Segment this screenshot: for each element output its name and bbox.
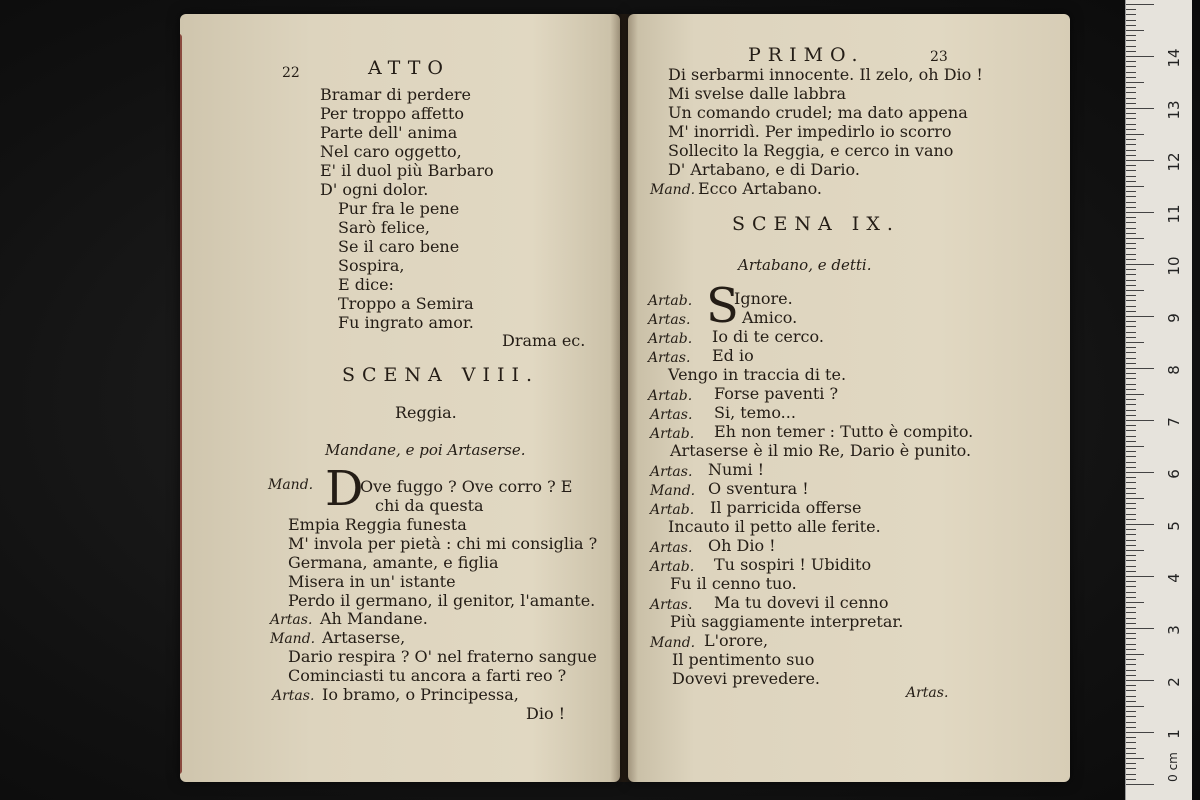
- ruler-tick: [1126, 399, 1136, 400]
- ruler-tick: [1126, 77, 1136, 78]
- ruler-number: 1: [1165, 729, 1183, 739]
- ruler-tick: [1126, 514, 1136, 515]
- speaker-label: Mand.: [650, 182, 696, 198]
- ruler-tick: [1126, 633, 1136, 634]
- scene-characters: Artabano, e detti.: [738, 256, 872, 274]
- ruler-tick: [1126, 264, 1154, 265]
- ruler-tick: [1126, 581, 1136, 582]
- ruler-tick: [1126, 139, 1136, 140]
- verse-line: Pur fra le pene: [338, 199, 460, 218]
- ruler-tick: [1126, 326, 1136, 327]
- ruler-tick: [1126, 420, 1154, 421]
- ruler-tick: [1126, 347, 1136, 348]
- ruler-tick: [1126, 404, 1136, 405]
- speaker-label: Artas.: [272, 688, 315, 704]
- ruler-tick: [1126, 51, 1136, 52]
- ruler-tick: [1126, 186, 1144, 187]
- verse-line: M' inorridì. Per impedirlo io scorro: [668, 122, 952, 141]
- ruler-tick: [1126, 233, 1136, 234]
- left-running-head: ATTO: [368, 57, 450, 79]
- ruler-tick: [1126, 701, 1136, 702]
- dialogue-line: L'orore,: [704, 631, 769, 650]
- verse-line: Bramar di perdere: [320, 85, 472, 104]
- ruler-tick: [1126, 456, 1136, 457]
- dialogue-line: Vengo in traccia di te.: [668, 365, 847, 384]
- ruler-tick: [1126, 488, 1136, 489]
- ruler-tick: [1126, 25, 1136, 26]
- ruler-tick: [1126, 20, 1136, 21]
- speaker-label: Mand.: [650, 635, 696, 651]
- ruler-tick: [1126, 555, 1136, 556]
- ruler-tick: [1126, 160, 1154, 161]
- speaker-label: Mand.: [650, 483, 696, 499]
- ruler-tick: [1126, 576, 1154, 577]
- ruler-tick: [1126, 467, 1136, 468]
- ruler-tick: [1126, 732, 1154, 733]
- ruler-tick: [1126, 196, 1136, 197]
- ruler-tick: [1126, 92, 1136, 93]
- open-book: [180, 14, 1070, 782]
- ruler-tick: [1126, 87, 1136, 88]
- scene-characters: Mandane, e poi Artaserse.: [325, 441, 526, 459]
- dialogue-line: Ove fuggo ? Ove corro ? E: [360, 477, 573, 496]
- dialogue-line: Si, temo...: [714, 403, 796, 422]
- dialogue-line: Il parricida offerse: [710, 498, 862, 517]
- ruler-number: 12: [1165, 152, 1183, 172]
- ruler-tick: [1126, 690, 1136, 691]
- ruler-tick: [1126, 586, 1136, 587]
- ruler-number: 9: [1165, 313, 1183, 323]
- ruler-tick: [1126, 181, 1136, 182]
- speaker-label: Artas.: [648, 312, 691, 328]
- ruler-tick: [1126, 430, 1136, 431]
- ruler-tick: [1126, 202, 1136, 203]
- ruler-number: 14: [1165, 48, 1183, 68]
- ruler-tick: [1126, 779, 1136, 780]
- ruler-tick: [1126, 446, 1144, 447]
- dialogue-line: Dio !: [526, 704, 566, 723]
- dialogue-line: Incauto il petto alle ferite.: [668, 517, 881, 536]
- ruler-tick: [1126, 321, 1136, 322]
- red-page-edge: [180, 34, 182, 774]
- verse-line: D' Artabano, e di Dario.: [668, 160, 860, 179]
- dialogue-line: Io bramo, o Principessa,: [322, 685, 519, 704]
- ruler-tick: [1126, 243, 1136, 244]
- ruler-tick: [1126, 654, 1144, 655]
- ruler-tick: [1126, 165, 1136, 166]
- ruler-tick: [1126, 72, 1136, 73]
- ruler-tick: [1126, 649, 1136, 650]
- ruler-tick: [1126, 462, 1136, 463]
- ruler-tick: [1126, 410, 1136, 411]
- scene-title-viii: SCENA VIII.: [342, 364, 540, 386]
- ruler-tick: [1126, 638, 1136, 639]
- verse-line: Un comando crudel; ma dato appena: [668, 103, 968, 122]
- ruler-tick: [1126, 384, 1136, 385]
- ruler-tick: [1126, 680, 1154, 681]
- ruler-tick: [1126, 40, 1136, 41]
- speaker-label: Artas.: [650, 540, 693, 556]
- ruler-tick: [1126, 212, 1154, 213]
- ruler-tick: [1126, 768, 1136, 769]
- ruler-tick: [1126, 670, 1136, 671]
- ruler-tick: [1126, 618, 1136, 619]
- dialogue-line: O sventura !: [708, 479, 809, 498]
- ruler-tick: [1126, 644, 1136, 645]
- ruler-tick: [1126, 623, 1136, 624]
- ruler-tick: [1126, 774, 1136, 775]
- ruler-tick: [1126, 337, 1136, 338]
- dialogue-line: Ed io: [712, 346, 754, 365]
- ruler-tick: [1126, 280, 1136, 281]
- speaker-label: Artab.: [650, 426, 695, 442]
- speaker-label: Mand.: [270, 631, 316, 647]
- measuring-ruler: [1125, 0, 1192, 800]
- ruler-tick: [1126, 14, 1136, 15]
- ruler-tick: [1126, 170, 1136, 171]
- ruler-tick: [1126, 124, 1136, 125]
- right-running-head: PRIMO.: [748, 44, 865, 66]
- ruler-tick: [1126, 706, 1144, 707]
- ruler-tick: [1126, 722, 1136, 723]
- ruler-tick: [1126, 144, 1136, 145]
- ruler-tick: [1126, 316, 1154, 317]
- speaker-label: Artas.: [648, 350, 691, 366]
- ruler-tick: [1126, 493, 1136, 494]
- left-page-number: 22: [282, 65, 300, 81]
- ruler-tick: [1126, 742, 1136, 743]
- ruler-tick: [1126, 295, 1136, 296]
- ruler-tick: [1126, 66, 1136, 67]
- verse-line: Fu ingrato amor.: [338, 313, 474, 332]
- ruler-tick: [1126, 358, 1136, 359]
- ruler-tick: [1126, 716, 1136, 717]
- ruler-tick: [1126, 274, 1136, 275]
- speaker-label: Artas.: [650, 597, 693, 613]
- ruler-tick: [1126, 259, 1136, 260]
- ruler-tick: [1126, 290, 1144, 291]
- ruler-tick: [1126, 285, 1136, 286]
- ruler-tick: [1126, 524, 1154, 525]
- ruler-tick: [1126, 35, 1136, 36]
- ruler-tick: [1126, 176, 1136, 177]
- ruler-tick: [1126, 373, 1136, 374]
- dialogue-line: Ah Mandane.: [320, 609, 428, 628]
- ruler-tick: [1126, 30, 1144, 31]
- ruler-tick: [1126, 685, 1136, 686]
- verse-line: Sospira,: [338, 256, 405, 275]
- dialogue-line: Più saggiamente interpretar.: [670, 612, 904, 631]
- catchword: Artas.: [906, 685, 949, 701]
- ruler-tick: [1126, 602, 1144, 603]
- ruler-tick: [1126, 560, 1136, 561]
- ruler-tick: [1126, 61, 1136, 62]
- dialogue-line: Eh non temer : Tutto è compito.: [714, 422, 974, 441]
- ruler-tick: [1126, 566, 1136, 567]
- ruler-number: 7: [1165, 417, 1183, 427]
- ruler-tick: [1126, 98, 1136, 99]
- ruler-tick: [1126, 389, 1136, 390]
- dialogue-line: M' invola per pietà : chi mi consiglia ?: [288, 534, 598, 553]
- ruler-tick: [1126, 784, 1154, 785]
- ruler-tick: [1126, 207, 1136, 208]
- verse-line: E' il duol più Barbaro: [320, 161, 494, 180]
- ruler-tick: [1126, 368, 1154, 369]
- ruler-tick: [1126, 441, 1136, 442]
- dialogue-line: Artaserse è il mio Re, Dario è punito.: [670, 441, 972, 460]
- ruler-tick: [1126, 607, 1136, 608]
- verse-line: Per troppo affetto: [320, 104, 465, 123]
- speaker-label: Mand.: [268, 477, 314, 493]
- speaker-label: Artab.: [650, 559, 695, 575]
- ruler-tick: [1126, 228, 1136, 229]
- ruler-number: 3: [1165, 625, 1183, 635]
- speaker-label: Artab.: [648, 293, 693, 309]
- drop-cap: S: [706, 278, 739, 334]
- dialogue-line: Dario respira ? O' nel fraterno sangue: [288, 647, 597, 666]
- ruler-tick: [1126, 659, 1136, 660]
- ruler-tick: [1126, 103, 1136, 104]
- speaker-label: Artas.: [270, 612, 313, 628]
- ruler-number: 10: [1165, 256, 1183, 276]
- dialogue-line: Numi !: [708, 460, 765, 479]
- verse-line: Nel caro oggetto,: [320, 142, 462, 161]
- dialogue-line: Dovevi prevedere.: [672, 669, 820, 688]
- verse-line: Sarò felice,: [338, 218, 431, 237]
- ruler-tick: [1126, 191, 1136, 192]
- speaker-label: Artab.: [650, 502, 695, 518]
- ruler-number: 8: [1165, 365, 1183, 375]
- ruler-tick: [1126, 508, 1136, 509]
- dialogue-line: Empia Reggia funesta: [288, 515, 467, 534]
- ruler-tick: [1126, 711, 1136, 712]
- ruler-tick: [1126, 394, 1144, 395]
- ruler-tick: [1126, 217, 1136, 218]
- ruler-tick: [1126, 737, 1136, 738]
- ruler-tick: [1126, 503, 1136, 504]
- ruler-tick: [1126, 498, 1144, 499]
- ruler-tick: [1126, 436, 1136, 437]
- drama-ec: Drama ec.: [502, 331, 586, 350]
- ruler-tick: [1126, 727, 1136, 728]
- dialogue-line: Cominciasti tu ancora a farti reo ?: [288, 666, 567, 685]
- ruler-tick: [1126, 342, 1144, 343]
- dialogue-line: Oh Dio !: [708, 536, 776, 555]
- verse-line: Se il caro bene: [338, 237, 460, 256]
- speaker-label: Artab.: [648, 388, 693, 404]
- ruler-tick: [1126, 363, 1136, 364]
- ruler-number: 11: [1165, 204, 1183, 224]
- book-gutter: [610, 14, 638, 782]
- verse-line: Mi svelse dalle labbra: [668, 84, 847, 103]
- right-page: [628, 14, 1070, 782]
- dialogue-line: Io di te cerco.: [712, 327, 824, 346]
- ruler-number: 6: [1165, 469, 1183, 479]
- ruler-number: 13: [1165, 100, 1183, 120]
- ruler-tick: [1126, 311, 1136, 312]
- ruler-tick: [1126, 748, 1136, 749]
- drop-cap: D: [325, 461, 364, 517]
- dialogue-line: Germana, amante, e figlia: [288, 553, 499, 572]
- ruler-tick: [1126, 113, 1136, 114]
- scene-location: Reggia.: [395, 403, 457, 422]
- speaker-label: Artas.: [650, 407, 693, 423]
- ruler-tick: [1126, 108, 1154, 109]
- ruler-tick: [1126, 248, 1136, 249]
- ruler-tick: [1126, 451, 1136, 452]
- ruler-tick: [1126, 696, 1136, 697]
- ruler-tick: [1126, 534, 1136, 535]
- ruler-tick: [1126, 758, 1144, 759]
- ruler-tick: [1126, 550, 1144, 551]
- ruler-tick: [1126, 9, 1136, 10]
- right-page-number: 23: [930, 49, 948, 65]
- dialogue-line: Ecco Artabano.: [698, 179, 823, 198]
- dialogue-line: Il pentimento suo: [672, 650, 815, 669]
- verse-line: Troppo a Semira: [338, 294, 474, 313]
- ruler-tick: [1126, 472, 1154, 473]
- scene-title-ix: SCENA IX.: [732, 213, 900, 235]
- dialogue-line: Ignore.: [734, 289, 793, 308]
- ruler-tick: [1126, 675, 1136, 676]
- ruler-tick: [1126, 519, 1136, 520]
- ruler-tick: [1126, 4, 1154, 5]
- ruler-tick: [1126, 763, 1136, 764]
- ruler-tick: [1126, 46, 1136, 47]
- verse-line: E dice:: [338, 275, 394, 294]
- left-page: [180, 14, 620, 782]
- ruler-number: 5: [1165, 521, 1183, 531]
- ruler-tick: [1126, 571, 1136, 572]
- dialogue-line: Tu sospiri ! Ubidito: [714, 555, 872, 574]
- ruler-tick: [1126, 254, 1136, 255]
- ruler-unit-label: 0 cm: [1165, 752, 1180, 782]
- ruler-tick: [1126, 540, 1136, 541]
- ruler-tick: [1126, 332, 1136, 333]
- ruler-tick: [1126, 306, 1136, 307]
- ruler-tick: [1126, 592, 1136, 593]
- ruler-tick: [1126, 425, 1136, 426]
- ruler-tick: [1126, 477, 1136, 478]
- ruler-tick: [1126, 378, 1136, 379]
- ruler-tick: [1126, 753, 1136, 754]
- ruler-number: 2: [1165, 677, 1183, 687]
- dialogue-line: Forse paventi ?: [714, 384, 839, 403]
- speaker-label: Artas.: [650, 464, 693, 480]
- ruler-tick: [1126, 482, 1136, 483]
- ruler-tick: [1126, 300, 1136, 301]
- ruler-tick: [1126, 155, 1136, 156]
- dialogue-line: Ma tu dovevi il cenno: [714, 593, 889, 612]
- ruler-tick: [1126, 269, 1136, 270]
- ruler-tick: [1126, 150, 1136, 151]
- ruler-tick: [1126, 238, 1144, 239]
- ruler-number: 4: [1165, 573, 1183, 583]
- dialogue-line: Artaserse,: [322, 628, 406, 647]
- dialogue-line: Amico.: [742, 308, 798, 327]
- verse-line: Sollecito la Reggia, e cerco in vano: [668, 141, 954, 160]
- ruler-tick: [1126, 56, 1154, 57]
- ruler-tick: [1126, 129, 1136, 130]
- dialogue-line: chi da questa: [375, 496, 484, 515]
- dialogue-line: Perdo il germano, il genitor, l'amante.: [288, 591, 596, 610]
- ruler-tick: [1126, 597, 1136, 598]
- ruler-tick: [1126, 352, 1136, 353]
- dialogue-line: Fu il cenno tuo.: [670, 574, 797, 593]
- speaker-label: Artab.: [648, 331, 693, 347]
- ruler-tick: [1126, 134, 1144, 135]
- ruler-tick: [1126, 82, 1144, 83]
- ruler-tick: [1126, 529, 1136, 530]
- ruler-tick: [1126, 628, 1154, 629]
- ruler-tick: [1126, 118, 1136, 119]
- verse-line: D' ogni dolor.: [320, 180, 429, 199]
- verse-line: Di serbarmi innocente. Il zelo, oh Dio !: [668, 65, 983, 84]
- verse-line: Parte dell' anima: [320, 123, 458, 142]
- ruler-tick: [1126, 664, 1136, 665]
- ruler-tick: [1126, 612, 1136, 613]
- ruler-tick: [1126, 545, 1136, 546]
- ruler-tick: [1126, 222, 1136, 223]
- ruler-tick: [1126, 415, 1136, 416]
- dialogue-line: Misera in un' istante: [288, 572, 456, 591]
